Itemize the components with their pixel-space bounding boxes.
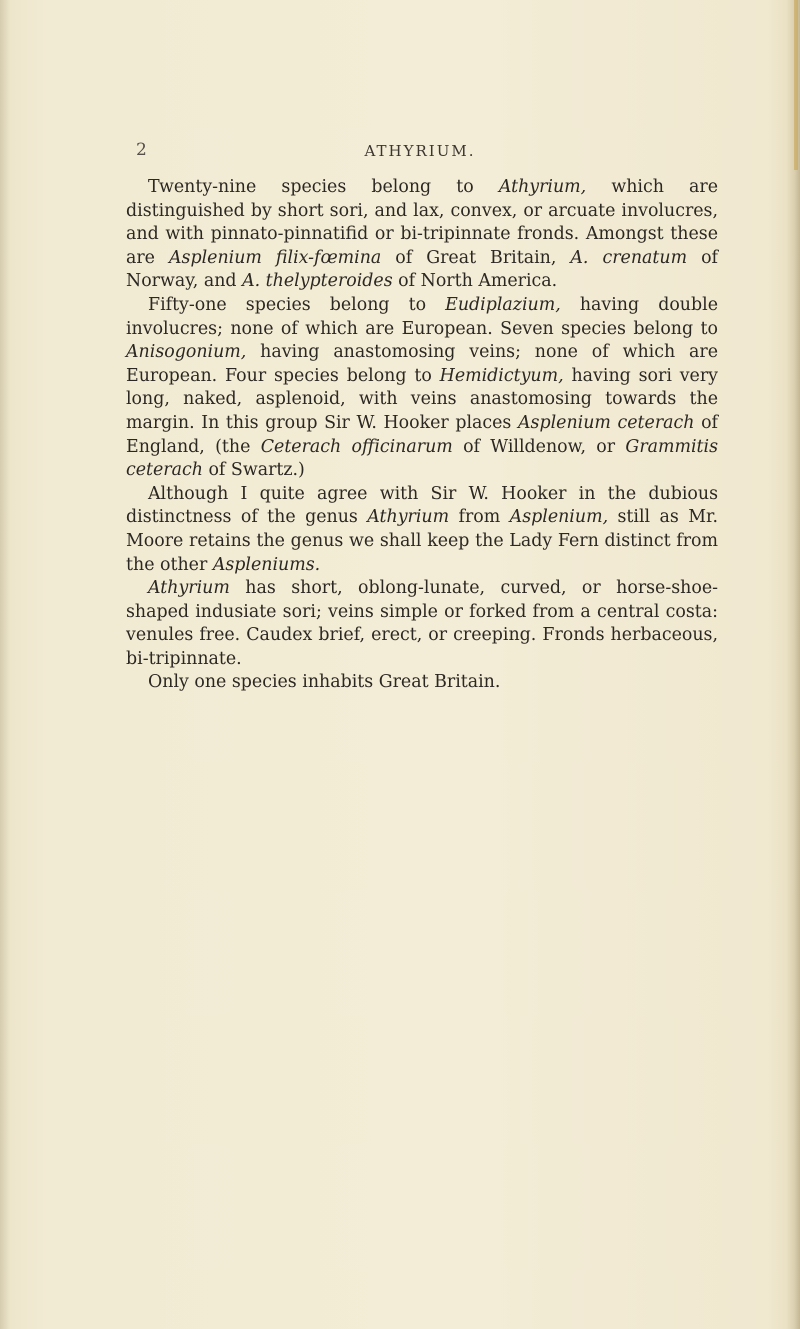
text-run: has short, oblong-lunate, curved, or horse-shoe-shaped indusiate sori; veins simple or forked from a central costa: venules free. Caudex brief, erect, or creeping. Fronds herbaceous, bi-tripinnate. [126,578,718,669]
text-run: of Swartz.) [202,460,305,481]
italic-text: Asplenium filix-fœmina [168,247,382,268]
running-head: ATHYRIUM. [364,142,476,160]
page-number: 2 [136,140,147,160]
italic-text: Aspleniums. [212,554,321,575]
paragraph [126,577,718,671]
text-run: having anastomosing veins; none of which are European. Four species belong to [126,342,718,386]
italic-text: Ceterach officinarum [260,436,453,457]
text-run: having sori very long, naked, asplenoid, with veins anastomosing towards the margin. In this group Sir W. Hooker places [126,365,718,433]
body-text [126,176,718,695]
paragraph [126,483,718,577]
paragraph [126,294,718,483]
text-run: Although I quite agree with Sir W. Hooker in the dubious distinctness of the genus [126,483,718,528]
italic-text: A. crenatum [570,247,688,268]
page-header [120,140,720,164]
italic-text: Asplenium, [509,507,609,528]
text-run: Only one species inhabits Great Britain. [148,672,501,693]
italic-text: Athyrium [367,507,450,528]
italic-text: Grammitis ceterach [126,436,719,481]
page-left-shadow [0,0,10,1329]
italic-text: Anisogonium, [126,342,247,363]
paragraph [126,671,718,695]
text-run: of Willdenow, or [452,436,626,457]
italic-text: Eudiplazium, [445,294,561,315]
page-right-edge [786,0,800,1329]
italic-text: A. thelypteroides [242,271,393,292]
paragraph [126,176,718,294]
text-run: having double involucres; none of which are European. Seven species belong to [126,294,718,339]
text-run: which are distinguished by short sori, and lax, convex, or arcuate involucres, and with pinnato-pinnatifid or bi-tripinnate fronds. Amongst these are [126,177,718,268]
italic-text: Asplenium ceterach [517,412,695,433]
text-run: still as Mr. Moore retains the genus we shall keep the Lady Fern distinct from the other [126,507,718,575]
text-run: from [449,507,510,528]
page-edge-stain [794,0,798,170]
text-run: Twenty-nine species belong to [148,177,499,197]
text-run: of North America. [392,271,558,292]
text-run: of England, (the [126,412,718,457]
text-run: of Great Britain, [381,247,571,268]
text-run: of Norway, and [126,247,718,292]
italic-text: Athyrium [148,578,230,599]
italic-text: Hemidictyum, [439,365,564,386]
italic-text: Athyrium, [498,177,587,197]
text-run: Fifty-one species belong to [148,294,446,315]
